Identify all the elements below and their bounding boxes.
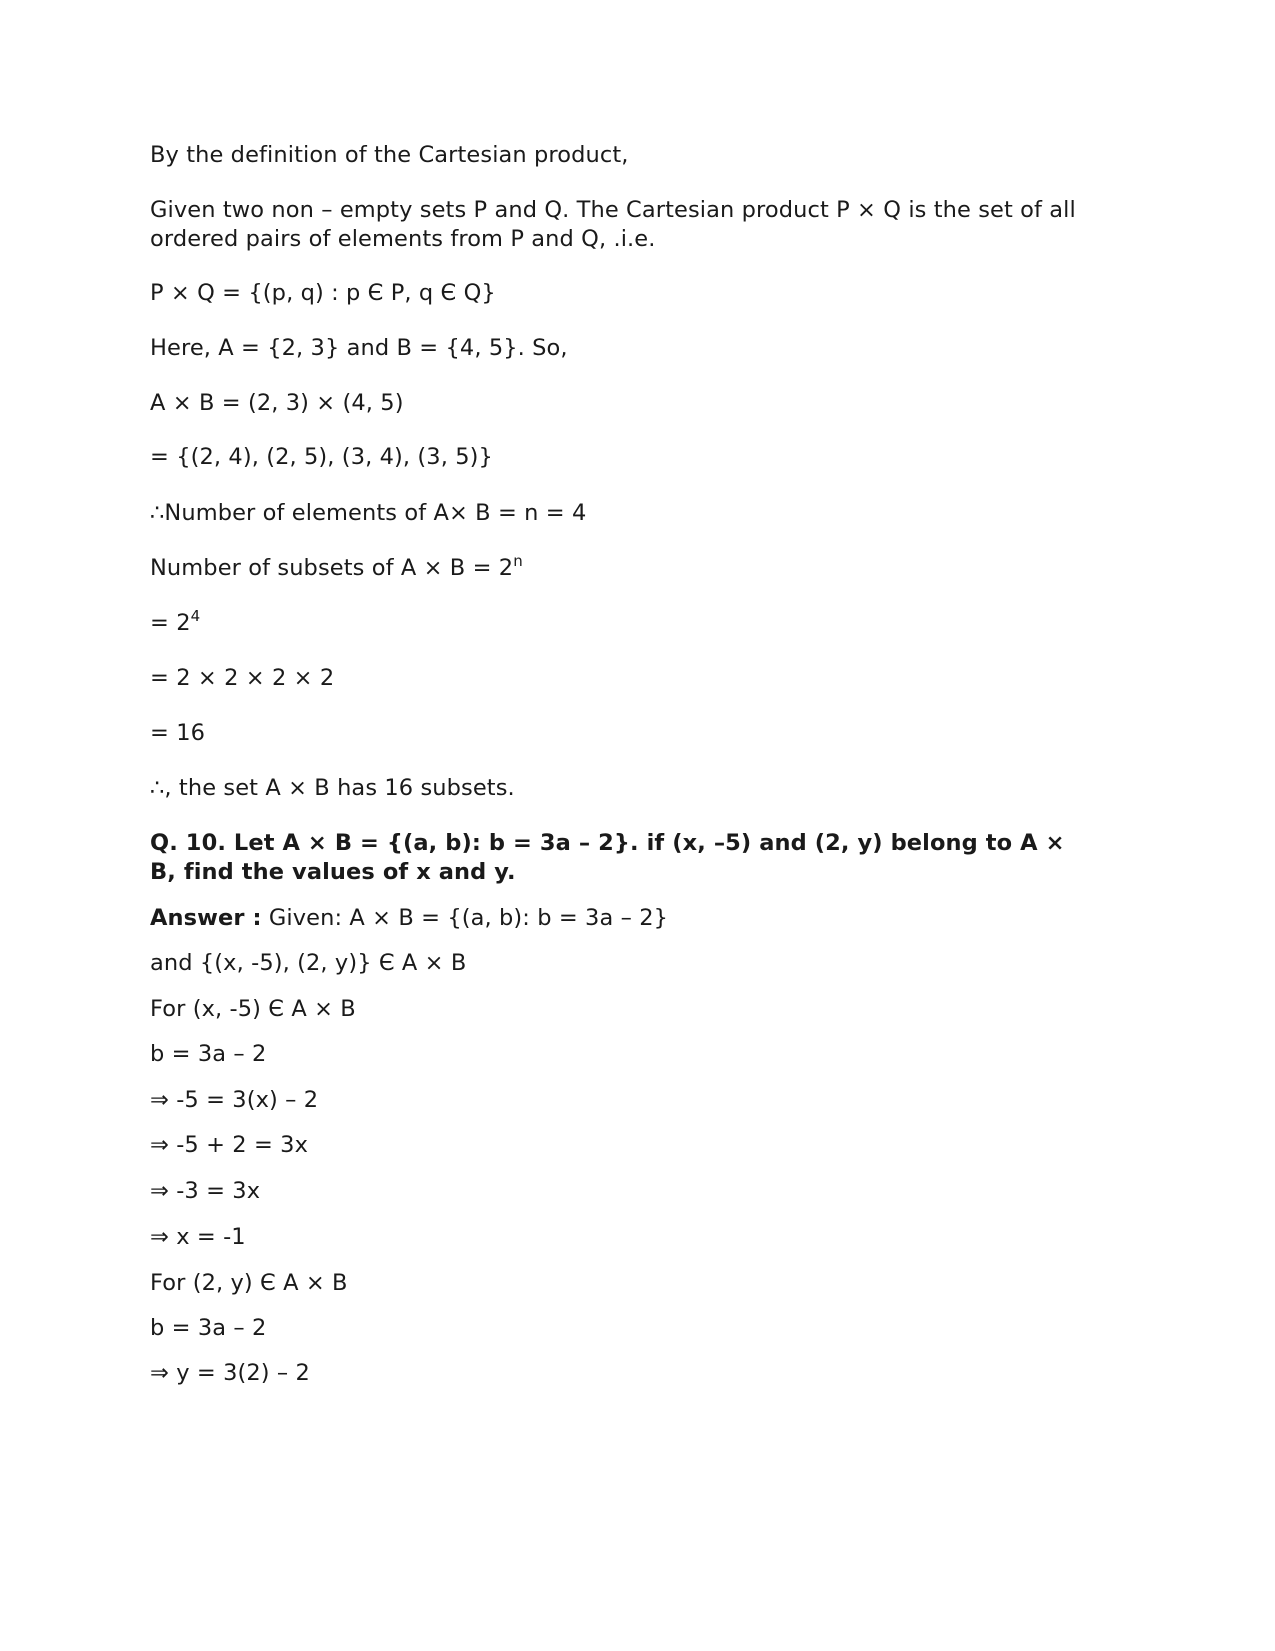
- power-step: [150, 609, 200, 638]
- answer-label: Answer :: [150, 905, 262, 931]
- relation-y: b = 3a – 2: [150, 1315, 267, 1341]
- case-x-heading: For (x, -5) Є A × B: [150, 996, 356, 1022]
- relation-x: b = 3a – 2: [150, 1041, 267, 1067]
- product-result: = {(2, 4), (2, 5), (3, 4), (3, 5)}: [150, 444, 493, 470]
- substitute-x: ⇒ -5 = 3(x) – 2: [150, 1087, 319, 1113]
- power-step-base: = 2: [150, 610, 191, 636]
- membership-statement: and {(x, -5), (2, y)} Є A × B: [150, 950, 467, 976]
- multiplication-step: = 2 × 2 × 2 × 2: [150, 665, 335, 691]
- substitute-y: ⇒ y = 3(2) – 2: [150, 1360, 310, 1386]
- rearrange-x: ⇒ -5 + 2 = 3x: [150, 1132, 308, 1158]
- subsets-formula-exponent: n: [513, 552, 523, 570]
- simplify-x: ⇒ -3 = 3x: [150, 1178, 261, 1204]
- question-10: Q. 10. Let A × B = {(a, b): b = 3a – 2}. if (x, –5) and (2, y) belong to A × B, find the values of x and y.: [150, 830, 1065, 885]
- product-expression: A × B = (2, 3) × (4, 5): [150, 390, 404, 416]
- element-count: ∴Number of elements of A× B = n = 4: [150, 500, 587, 526]
- answer-given: Given: A × B = {(a, b): b = 3a – 2}: [261, 905, 669, 931]
- case-y-heading: For (2, y) Є A × B: [150, 1270, 348, 1296]
- subsets-formula-base: Number of subsets of A × B = 2: [150, 555, 514, 581]
- result-step: = 16: [150, 720, 206, 746]
- definition-text: Given two non – empty sets P and Q. The Cartesian product P × Q is the set of all ordered pairs of elements from P and Q, .i.e.: [150, 197, 1076, 252]
- given-sets: Here, A = {2, 3} and B = {4, 5}. So,: [150, 335, 568, 361]
- solution-x: ⇒ x = -1: [150, 1224, 246, 1250]
- conclusion: ∴, the set A × B has 16 subsets.: [150, 775, 515, 801]
- definition-intro: By the definition of the Cartesian product,: [150, 142, 629, 168]
- cartesian-formula: P × Q = {(p, q) : p Є P, q Є Q}: [150, 280, 496, 306]
- answer-intro: [150, 904, 668, 933]
- power-step-exponent: 4: [190, 607, 201, 625]
- subsets-formula: [150, 554, 523, 583]
